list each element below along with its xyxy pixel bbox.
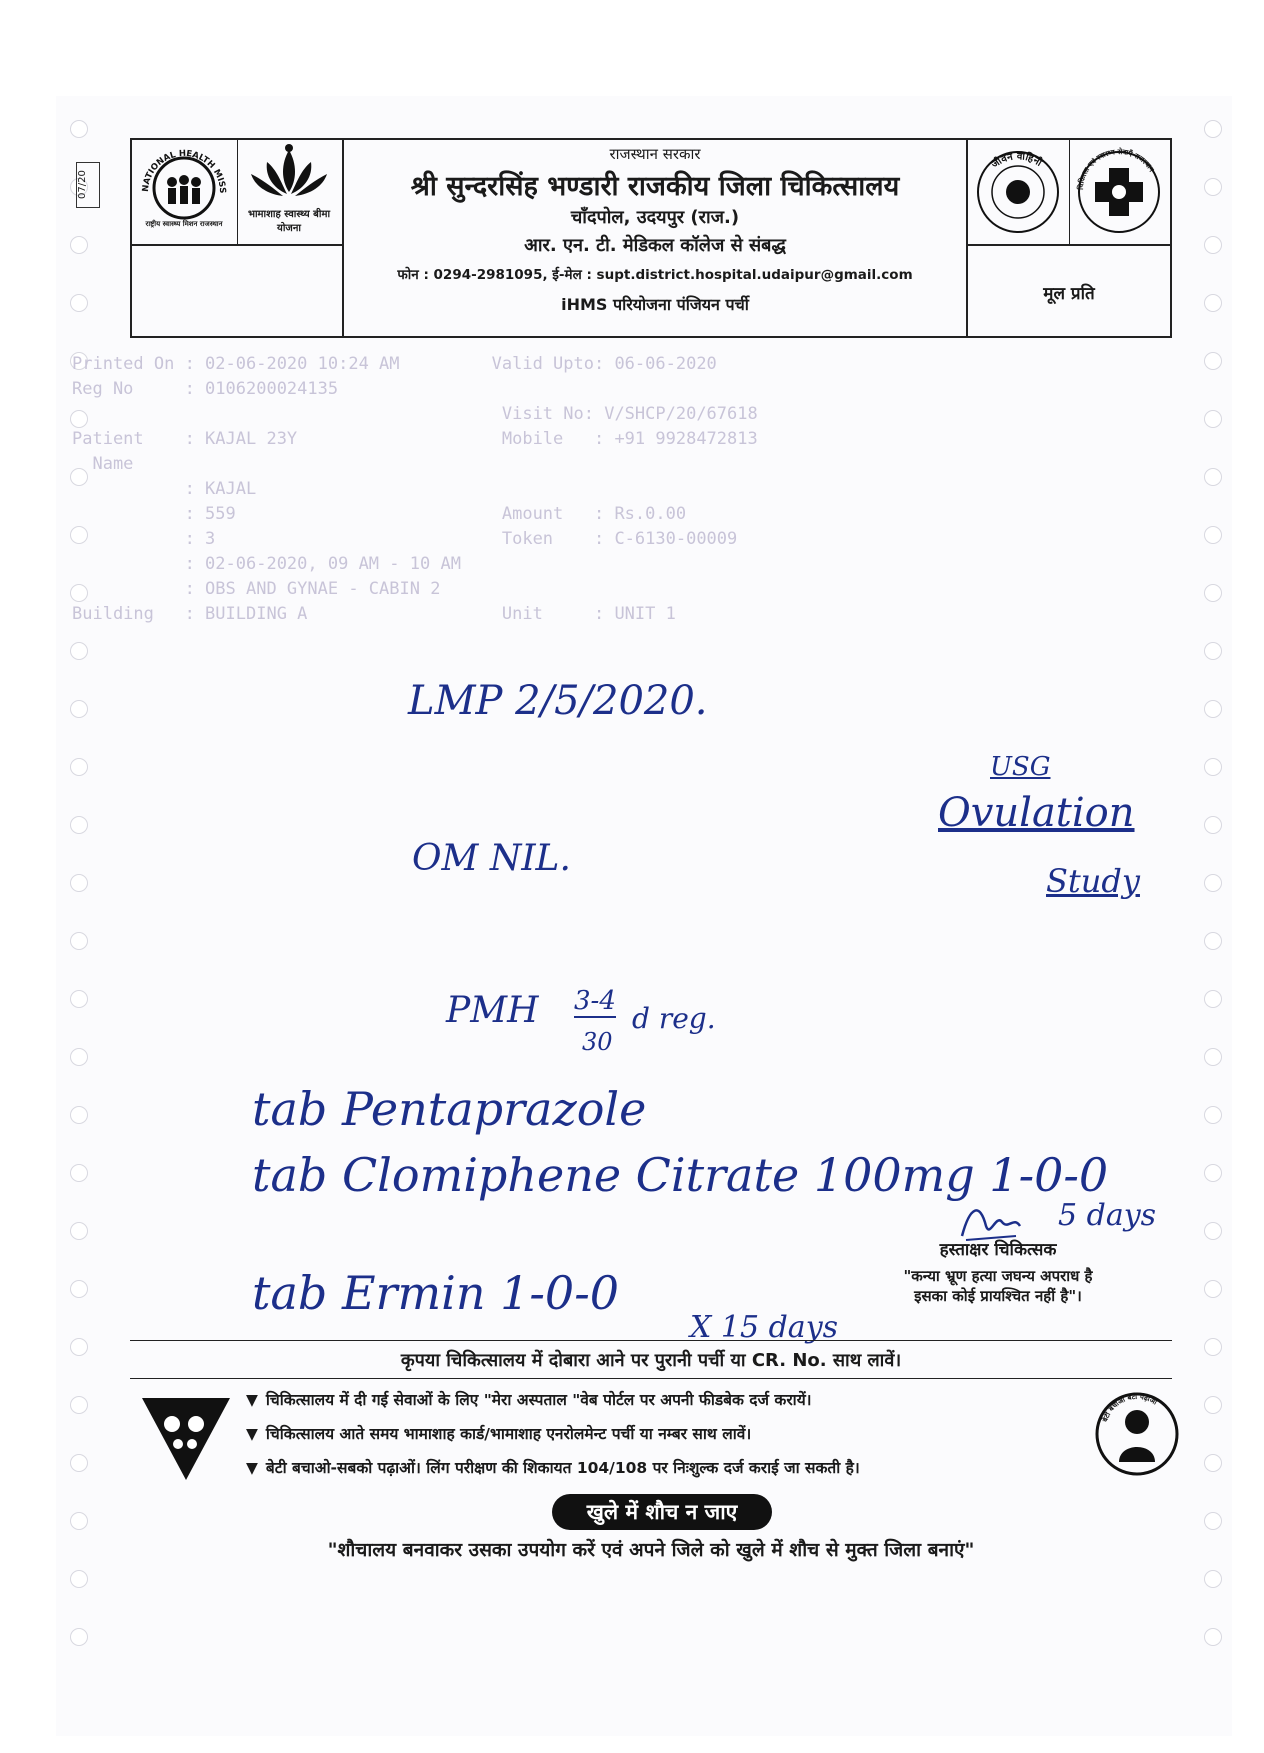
tractor-hole: [70, 1512, 88, 1530]
nhm-arc-text: NATIONAL HEALTH MISS: [140, 148, 228, 194]
original-copy-label: मूल प्रति: [966, 246, 1170, 338]
notice-feedback: [246, 1388, 812, 1410]
tractor-hole: [1204, 410, 1222, 428]
bhamashah-logo: [237, 140, 342, 244]
tractor-hole: [1204, 120, 1222, 138]
tractor-hole: [70, 1628, 88, 1646]
footer-notices: [138, 1382, 1178, 1492]
tractor-hole: [1204, 1570, 1222, 1588]
faded-print-line: Reg No : 0106200024135: [72, 379, 339, 399]
tractor-hole: [70, 120, 88, 138]
hw-usg: USG: [990, 752, 1051, 782]
right-logos: [966, 140, 1170, 246]
tractor-hole: [70, 932, 88, 950]
faded-print-line: : 3 Token : C-6130-00009: [72, 529, 738, 549]
tractor-hole: [70, 1454, 88, 1472]
tractor-hole: [70, 294, 88, 312]
beti-logo-text: बेटी बचाओ बेटी पढ़ाओ: [1101, 1392, 1159, 1423]
family-triangle-logo-icon: [138, 1390, 234, 1486]
seal-left-text: जीवन वाहिनी: [989, 151, 1044, 171]
tractor-hole: [70, 1106, 88, 1124]
tractor-hole: [70, 1280, 88, 1298]
footer-divider-top: [130, 1340, 1172, 1341]
tractor-hole: [1204, 1280, 1222, 1298]
faded-print-line: : OBS AND GYNAE - CABIN 2: [72, 579, 441, 599]
tractor-hole: [70, 1222, 88, 1240]
tractor-hole: [70, 816, 88, 834]
tractor-hole: [1204, 1164, 1222, 1182]
hw-rx-clomiphene: tab Clomiphene Citrate 100mg 1-0-0: [252, 1148, 1109, 1202]
notice-beti-bachao-text: बेटी बचाओ-सबको पढ़ाओं। लिंग परीक्षण की शिकायत 104/108 पर निःशुल्क दर्ज कराई जा सकती है।: [265, 1459, 860, 1477]
faded-print-line: Building : BUILDING A Unit : UNIT 1: [72, 604, 676, 624]
tractor-hole: [1204, 584, 1222, 602]
tractor-hole: [70, 1338, 88, 1356]
hw-ovulation: Ovulation: [938, 790, 1135, 836]
tractor-hole: [1204, 642, 1222, 660]
tractor-hole: [1204, 178, 1222, 196]
right-tractor-holes: [1204, 120, 1234, 1680]
left-blank-cell: [132, 246, 344, 338]
faded-print-line: Name: [72, 454, 134, 474]
bullet-triangle-icon: ▼: [246, 1459, 258, 1477]
bhamashah-text: भामाशाह स्वास्थ्य बीमा योजना: [247, 209, 331, 234]
tractor-hole: [1204, 758, 1222, 776]
faded-print-line: : 559 Amount : Rs.0.00: [72, 504, 687, 524]
slogan-line-1: "कन्या भ्रूण हत्या जघन्य अपराध है: [903, 1267, 1093, 1285]
hospital-affiliation: आर. एन. टी. मेडिकल कॉलेज से संबद्ध: [524, 235, 786, 256]
tractor-hole: [70, 1570, 88, 1588]
tractor-hole: [70, 1048, 88, 1066]
nhm-subtext: राष्ट्रीय स्वास्थ्य मिशन राजस्थान: [145, 220, 223, 228]
notice-beti-bachao: [246, 1456, 860, 1478]
hw-pmh-suffix: d reg.: [632, 1002, 716, 1035]
slogan-line-2: इसका कोई प्रायश्चित नहीं है"।: [914, 1287, 1082, 1305]
faded-print-line: Printed On : 02-06-2020 10:24 AM Valid Upto: 06-06-2020: [72, 354, 717, 374]
footer-old-slip-note: कृपया चिकित्सालय में दोबारा आने पर पुरानी पर्ची या CR. No. साथ लावें।: [400, 1350, 902, 1371]
faded-print-line: : KAJAL: [72, 479, 257, 499]
hw-pmh-frac-top: 3-4: [574, 986, 616, 1016]
hospital-header: [130, 138, 1172, 338]
hw-pmh: PMH: [446, 990, 539, 1031]
hw-study: Study: [1046, 862, 1140, 900]
header-title-block: [344, 140, 966, 338]
hw-rx-clomiphene-days: 5 days: [1058, 1198, 1157, 1233]
hw-om-nil: OM NIL.: [412, 838, 571, 879]
tractor-hole: [1204, 294, 1222, 312]
hw-lmp: LMP 2/5/2020.: [408, 678, 708, 724]
side-stamp: 07/20: [76, 162, 100, 208]
bullet-triangle-icon: ▼: [246, 1425, 258, 1443]
tractor-hole: [1204, 236, 1222, 254]
notice-feedback-text: चिकित्सालय में दी गई सेवाओं के लिए "मेरा अस्पताल "वेब पोर्टल पर अपनी फीडबेक दर्ज करायें।: [265, 1391, 812, 1409]
left-logos: [132, 140, 344, 246]
tractor-hole: [1204, 468, 1222, 486]
tractor-hole: [1204, 990, 1222, 1008]
signature-block: [848, 1237, 1148, 1306]
jeevan-vahini-seal: [968, 140, 1070, 244]
govt-label: राजस्थान सरकार: [609, 145, 701, 163]
hospital-contact: फोन : 0294-2981095, ई-मेल : supt.district.hospital.udaipur@gmail.com: [397, 267, 913, 283]
hospital-name: श्री सुन्दरसिंह भण्डारी राजकीय जिला चिकित्सालय: [410, 171, 900, 202]
tractor-hole: [1204, 816, 1222, 834]
health-services-seal: [1069, 140, 1170, 244]
notice-bhamashah: [246, 1422, 751, 1444]
tractor-hole: [1204, 526, 1222, 544]
tractor-hole: [70, 990, 88, 1008]
tractor-hole: [1204, 1048, 1222, 1066]
tractor-hole: [1204, 1222, 1222, 1240]
swachh-banner: खुले में शौच न जाए: [552, 1494, 772, 1530]
beti-bachao-logo-icon: [1094, 1382, 1180, 1488]
doctor-signature-label: हस्ताक्षर चिकित्सक: [939, 1240, 1057, 1260]
tractor-hole: [70, 236, 88, 254]
nhm-logo: [132, 140, 238, 244]
tractor-hole: [1204, 932, 1222, 950]
hw-pmh-frac-bottom: 30: [582, 1028, 613, 1056]
tractor-hole: [70, 642, 88, 660]
tractor-hole: [1204, 1106, 1222, 1124]
hospital-location: चाँदपोल, उदयपुर (राज.): [570, 207, 740, 228]
tractor-hole: [70, 700, 88, 718]
tractor-hole: [1204, 700, 1222, 718]
health-cross-seal-icon: [1069, 140, 1169, 244]
faded-print-line: Patient : KAJAL 23Y Mobile : +91 9928472813: [72, 429, 758, 449]
footer-sanitation-quote: "शौचालय बनवाकर उसका उपयोग करें एवं अपने जिले को खुले में शौच से मुक्त जिला बनाएं": [327, 1539, 975, 1561]
tractor-hole: [70, 1164, 88, 1182]
tractor-hole: [1204, 1454, 1222, 1472]
faded-registration-print: [72, 352, 1032, 627]
bullet-triangle-icon: ▼: [246, 1391, 258, 1409]
tractor-hole: [70, 758, 88, 776]
hw-rx-ermin: tab Ermin 1-0-0: [252, 1266, 620, 1320]
jeevan-vahini-seal-icon: [968, 140, 1068, 244]
tractor-hole: [1204, 352, 1222, 370]
tractor-hole: [1204, 1512, 1222, 1530]
tractor-hole: [1204, 1396, 1222, 1414]
seal-right-text: चिकित्सा एवं स्वास्थ्य सेवाएँ राजस्थान: [1076, 147, 1156, 191]
tractor-hole: [1204, 1628, 1222, 1646]
slip-title: iHMS परियोजना पंजियन पर्ची: [561, 295, 749, 314]
hw-rx-pentaprazole: tab Pentaprazole: [252, 1082, 647, 1136]
lotus-icon: [237, 140, 341, 210]
svg-text:जीवन वाहिनी: [988, 150, 1045, 171]
tractor-hole: [70, 874, 88, 892]
footer-divider-mid: [130, 1378, 1172, 1379]
notice-bhamashah-text: चिकित्सालय आते समय भामाशाह कार्ड/भामाशाह एनरोलमेन्ट पर्ची या नम्बर साथ लावें।: [265, 1425, 752, 1443]
tractor-hole: [70, 1396, 88, 1414]
hw-rx-ermin-days: X 15 days: [690, 1310, 839, 1345]
faded-print-line: : 02-06-2020, 09 AM - 10 AM: [72, 554, 461, 574]
tractor-hole: [1204, 874, 1222, 892]
faded-print-line: Visit No: V/SHCP/20/67618: [72, 404, 758, 424]
tractor-hole: [1204, 1338, 1222, 1356]
